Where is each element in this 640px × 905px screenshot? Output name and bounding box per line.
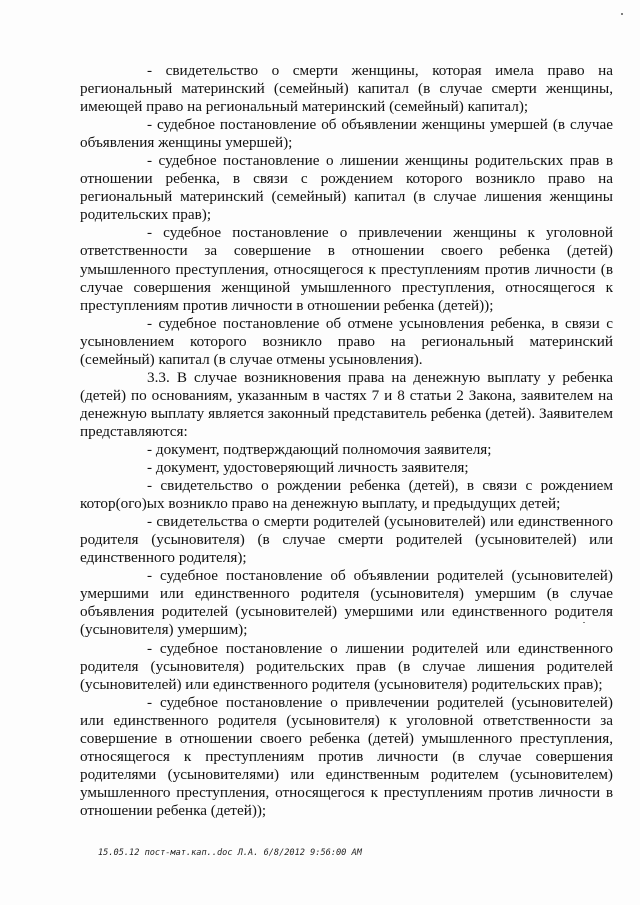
document-body (80, 62, 613, 820)
paragraph-13: - судебное постановление о привлечении родителей (усыновителей) или единственного родителя (усыновителя) к уголовной ответственности за совершение в отношении своего ребенка (детей) умышленного преступления, относящегося к преступлениям против личности (в случае совершения родителями (усыновителями) или единственным родителем (усыновителем) умышленного преступления, относящегося к преступлениям против личности в отношении ребенка (детей)); (80, 693, 613, 819)
paragraph-10: - свидетельства о смерти родителей (усыновителей) или единственного родителя (усыновителя) (в случае смерти родителей (усыновителей) или единственного родителя); (80, 513, 613, 567)
paragraph-9: - свидетельство о рождении ребенка (детей), в связи с рождением котор(ого)ых возникло право на денежную выплату, и предыдущих детей; (80, 477, 613, 513)
paragraph-6: 3.3. В случае возникновения права на денежную выплату у ребенка (детей) по основаниям, указанным в частях 7 и 8 статьи 2 Закона, заявителем на денежную выплату является законный представитель ребенка (детей). Заявителем представляются: (80, 368, 613, 440)
paragraph-2: - судебное постановление об объявлении женщины умершей (в случае объявления женщины умершей); (80, 116, 613, 152)
document-footer: 15.05.12 пост-мат.кап..doc Л.А. 6/8/2012 9:56:00 AM (98, 848, 362, 858)
paragraph-12: - судебное постановление о лишении родителей или единственного родителя (усыновителя) родительских прав (в случае лишения родителей (усыновителей) или единственного родителя (усыновителя) родительских прав); (80, 639, 613, 693)
paragraph-4: - судебное постановление о привлечении женщины к уголовной ответственности за совершение в отношении своего ребенка (детей) умышленного преступления, относящегося к преступлениям против личности (в случае совершения женщиной умышленного преступления, относящегося к преступлениям против личности в отношении ребенка (детей)); (80, 224, 613, 314)
scan-speck (621, 13, 623, 15)
scan-speck (583, 622, 585, 623)
paragraph-3: - судебное постановление о лишении женщины родительских прав в отношении ребенка, в связи с рождением которого возникло право на региональный материнский (семейный) капитал (в случае лишения женщины родительских прав); (80, 152, 613, 224)
paragraph-5: - судебное постановление об отмене усыновления ребенка, в связи с усыновлением которого возникло право на региональный материнский (семейный) капитал (в случае отмены усыновления). (80, 314, 613, 368)
paragraph-11: - судебное постановление об объявлении родителей (усыновителей) умершими или единственного родителя (усыновителя) умершим (в случае объявления родителей (усыновителей) умершими или единственного родителя (усыновителя) умершим); (80, 567, 613, 639)
paragraph-7: - документ, подтверждающий полномочия заявителя; (147, 440, 492, 458)
paragraph-8: - документ, удостоверяющий личность заявителя; (147, 459, 469, 477)
paragraph-1: - свидетельство о смерти женщины, которая имела право на региональный материнский (семейный) капитал (в случае смерти женщины, имеющей право на региональный материнский (семейный) капитал); (80, 62, 613, 116)
